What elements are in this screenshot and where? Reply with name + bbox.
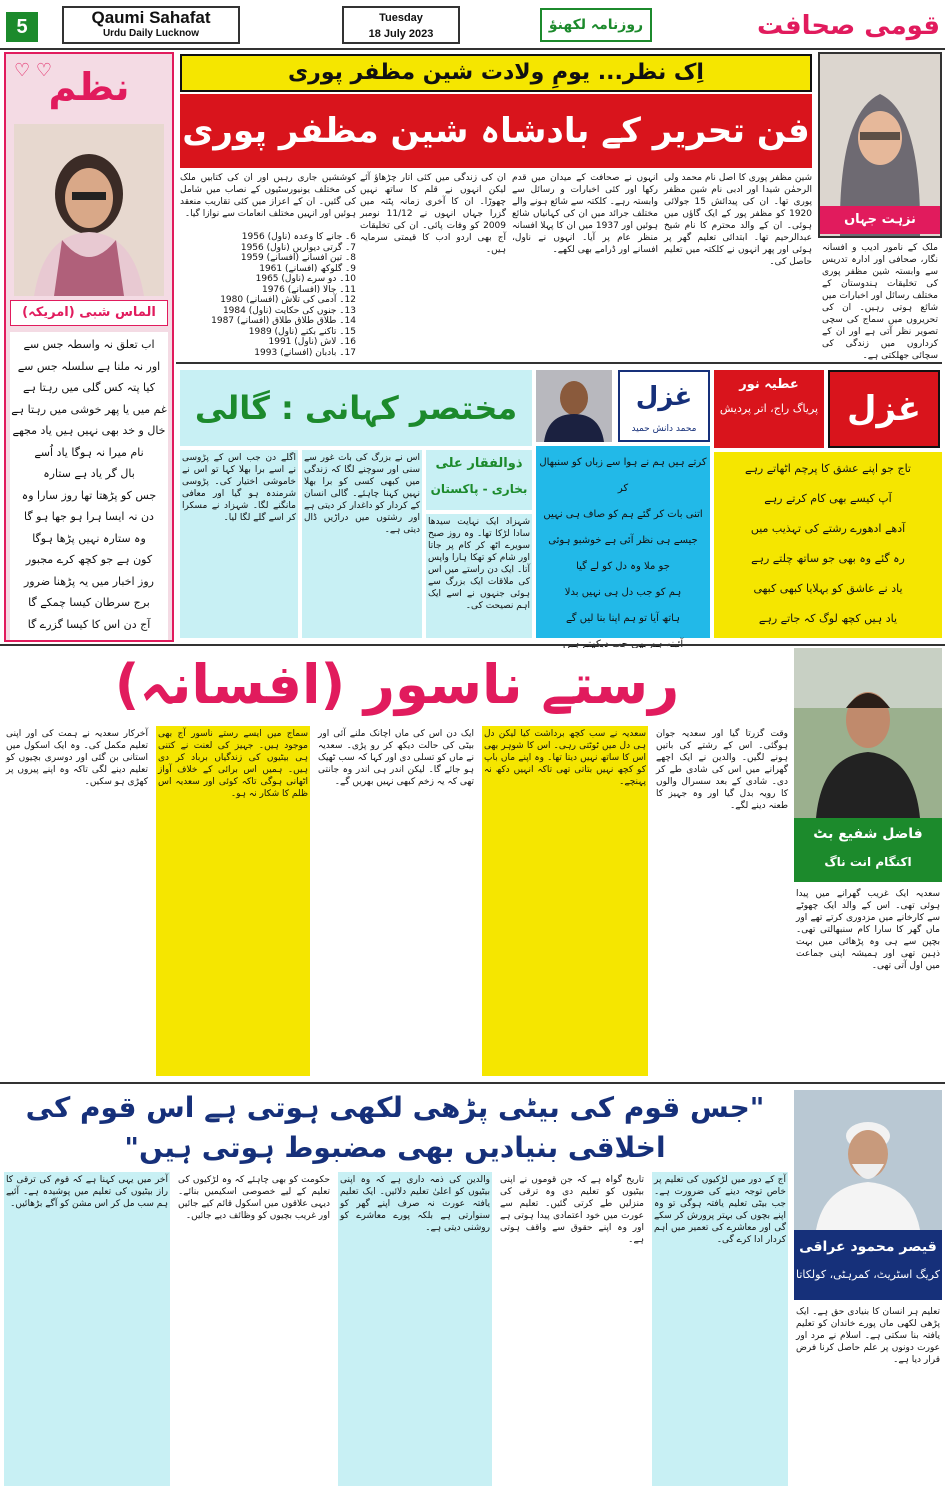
newspaper-title: Qaumi Sahafat: [91, 8, 211, 27]
feature-column: شین مظفر پوری کا اصل نام محمد ولی الرحمٰن شیدا اور ادبی نام شین مظفر پوری تھا۔ ان کی پیدائش 15 جولائی 1920 کو مظفر پور کے ایک گاؤں میں ہوئی۔ ان کے والد محترم کا نام شیخ عبدالرحیم تھا۔ ابتدائی تعلیم گھر پر ہوئی اور پھر انہوں نے کلکتہ میں تعلیم حاصل کی۔: [664, 173, 812, 267]
masthead-logo: [62, 6, 240, 44]
ghazal2-verse: کرتے ہیں ہم نے ہوا سے زباں کو سنبھال کر: [539, 457, 707, 494]
story2-place: اکنگام انت ناگ: [824, 855, 912, 869]
book-item: 8۔ تین افسانے (افسانے) 1959: [240, 253, 356, 263]
article-column: حکومت کو بھی چاہئے کہ وہ لڑکیوں کی تعلیم کے لیے خصوصی اسکیمیں بنائے۔ دیہی علاقوں میں اسکول قائم کیے جائیں اور غریب بچیوں کو وظائف دیے جائیں۔: [178, 1175, 330, 1221]
ghazal-verse: یاد ہیں کچھ لوگ کہ جاتے رہے: [758, 612, 898, 625]
divider: [176, 362, 942, 364]
feature-books-list: [180, 172, 356, 360]
nazm-verse: کون ہے جو کچھ کرے مجبور: [25, 553, 153, 566]
ghazal-verse: تاج جو اپنے عشق کا پرچم اٹھاتے رہے: [745, 462, 911, 475]
story2-author-photo: [794, 648, 942, 818]
story2-column: آخرکار سعدیہ نے ہمت کی اور اپنی تعلیم مکمل کی۔ وہ ایک اسکول میں استانی بن گئی اور دوسری بچیوں کو تعلیم دینے لگی تاکہ وہ اپنے پیروں پر کھڑی ہو سکیں۔: [6, 729, 148, 787]
story2-author: فاضل شفیع بٹ: [813, 826, 923, 842]
article-column: والدین کی ذمہ داری ہے کہ وہ اپنی بیٹیوں کو اعلیٰ تعلیم دلائیں۔ ایک تعلیم یافتہ عورت نہ صرف اپنے گھر کو سنوارتی ہے بلکہ پورے معاشرے کو روشنی دیتی ہے۔: [338, 1172, 492, 1486]
ghazal2-verse: اتنی بات کر گئے ہم کو صاف ہی نہیں: [543, 509, 703, 520]
masthead-rule: [0, 48, 945, 50]
book-item: 17۔ بادبان (افسانے) 1993: [254, 347, 356, 358]
ghazal-verses: [714, 452, 942, 638]
story2-column: وقت گزرتا گیا اور سعدیہ جوان ہوگئی۔ اس کے رشتے کی باتیں ہونے لگیں۔ والدین نے ایک اچھے گھرانے میں اس کی شادی طے کر دی۔ شادی کے بعد سسرال والوں کا رویہ بدل گیا اور وہ جہیز کا طعنہ دینے لگے۔: [656, 729, 788, 811]
brand-urdu: قومی صحافت: [757, 11, 940, 41]
book-item: 14۔ طلاق طلاق طلاق (افسانے) 1987: [211, 316, 356, 326]
book-item: 15۔ تاکنے بکنے (ناول) 1989: [248, 326, 356, 337]
book-item: 7۔ گرتی دیواریں (ناول) 1956: [240, 242, 356, 253]
nazm-verses: [10, 332, 168, 640]
nazm-verse: نام میرا نہ ہوگا یاد اُسے: [34, 445, 144, 459]
article-author: قیصر محمود عراقی: [799, 1239, 937, 1255]
nazm-verse: روز اخبار میں یہ پڑھنا ضرور: [24, 574, 154, 588]
book-item: 12۔ آدمی کی تلاش (افسانے) 1980: [220, 295, 356, 305]
ghazal2-verse: جیسے ہی نظر آئی ہے خوشبو ہوئی: [548, 535, 698, 546]
article-column: تاریخ گواہ ہے کہ جن قوموں نے اپنی بیٹیوں کو تعلیم دی وہ ترقی کی منزلیں طے کرتی گئیں۔ تعلیم سے عورت میں خود اعتمادی پیدا ہوتی ہے اور وہ اپنے حقوق سے واقف ہوتی ہے۔: [500, 1175, 644, 1245]
ghazal-poet: عطیہ نور: [739, 377, 799, 392]
ghazal-verse: رہ گئے وہ بھی جو ساتھ چلتے رہے: [751, 552, 905, 565]
ghazal-verse: آدھے ادھورے رشتے کی تہذیب میں: [750, 522, 906, 535]
ghazal2-photo: [536, 370, 612, 442]
nazm-verse: بال گر یاد ہے ستارہ: [43, 467, 135, 480]
nazm-title: نظم: [48, 65, 130, 109]
article-headline: "جس قوم کی بیٹی پڑھی لکھی ہوتی ہے اس قوم کی اخلاقی بنیادیں بھی مضبوط ہوتی ہیں": [4, 1088, 786, 1168]
nazm-verse: جس کو پڑھتا تھا روز سارا وہ: [21, 488, 157, 502]
nazm-verse: خال و خد بھی نہیں ہیں یاد مجھے: [12, 424, 166, 437]
nazm-verse: وہ ستارہ نہیں پڑھا ہوگا: [32, 531, 146, 545]
story2-title: رستے ناسور (افسانہ): [4, 648, 790, 722]
ghazal-poet-box: [714, 370, 824, 448]
feature-column: ان کی زندگی میں کئی اتار چڑھاؤ آئے لیکن انہوں نے قلم کا ساتھ نہیں چھوڑا۔ ان کا آخری زمانہ پٹنہ میں گزرا جہاں انہوں نے 11/12 نومبر 2009 کو وفات پائی۔ ان کی تخلیقات آج بھی اردو ادب کا قیمتی سرمایہ ہیں۔: [360, 173, 506, 255]
page-number: 5: [6, 12, 38, 42]
book-item: 13۔ جنوں کی حکایت (ناول) 1984: [222, 305, 356, 316]
feature-author: نزہت جہاں: [820, 206, 940, 234]
ghazal-verse: آپ کیسے بھی کام کرتے رہے: [764, 492, 892, 505]
article-column: تعلیم ہر انسان کا بنیادی حق ہے۔ ایک پڑھی لکھی ماں پورے خاندان کو تعلیم یافتہ بنا سکتی ہے۔ اسلام نے مرد اور عورت دونوں پر علم حاصل کرنا فرض قرار دیا ہے۔: [796, 1307, 940, 1365]
article-byline: [794, 1230, 942, 1300]
book-item: 9۔ گلوکھ (افسانے) 1961: [259, 263, 356, 274]
ghazal-place: پریاگ راج، اتر پردیش: [719, 402, 819, 415]
poet-photo: [14, 124, 164, 296]
feature-column: کوششیں جاری رہیں اور ان کی کتابیں ملک کی مختلف یونیورسٹیوں کے نصاب میں شامل کی گئیں۔ ان کے اعزاز میں کئی تقاریب منعقد ہوئیں اور انہیں مختلف انعامات سے نوازا گیا۔: [180, 173, 356, 219]
ghazal-label-box: [828, 370, 940, 448]
nazm-poet-name: الماس شبی (امریکہ): [10, 300, 168, 326]
article-column: آج کے دور میں لڑکیوں کی تعلیم پر خاص توجہ دینے کی ضرورت ہے۔ جب بیٹی تعلیم یافتہ ہوگی تو وہ اپنے بچوں کی بہتر پرورش کر سکے گی اور معاشرے کی تعمیر میں اہم کردار ادا کرے گی۔: [652, 1172, 788, 1486]
daily-tag: روزنامہ لکھنؤ: [540, 8, 652, 42]
nazm-verse: اب تعلق نہ واسطہ جس سے: [23, 338, 155, 351]
story1-place: بخاری - پاکستان: [430, 482, 528, 496]
feature-kicker: اِک نظر... یومِ ولادت شین مظفر پوری: [180, 54, 812, 92]
story2-column: سعدیہ نے سب کچھ برداشت کیا لیکن دل ہی دل میں ٹوٹتی رہی۔ اس کا شوہر بھی اس کا ساتھ نہیں دیتا تھا۔ وہ اپنے ماں باپ کو کچھ نہیں بتاتی تھی تاکہ انہیں دکھ نہ پہنچے۔: [482, 726, 648, 1076]
nazm-verse: غم میں یا پھر خوشی میں رہتا ہے: [11, 402, 167, 416]
ghazal-label: غزل: [847, 389, 921, 429]
heart-icon: ♡ ♡: [14, 60, 52, 81]
nazm-verse: کیا پتہ کس گلی میں رہتا ہے: [23, 381, 155, 394]
feature-headline: فن تحریر کے بادشاہ شین مظفر پوری: [180, 94, 812, 168]
book-item: 10۔ دو سرے (ناول) 1965: [255, 274, 356, 284]
story2-byline: [794, 818, 942, 882]
ghazal2-label-box: [618, 370, 710, 442]
issue-date: 18 July 2023: [368, 28, 434, 40]
ghazal2-label: غزل: [635, 382, 693, 412]
article-column: آخر میں یہی کہنا ہے کہ قوم کی ترقی کا راز بیٹیوں کی تعلیم میں پوشیدہ ہے۔ آئیے ہم سب مل کر اس مشن کو آگے بڑھائیں۔: [4, 1172, 170, 1486]
date-box: [342, 6, 460, 44]
feature-intro: ملک کے نامور ادیب و افسانہ نگار، صحافی اور ادارہ تدریس سے وابستہ شین مظفر پوری کی تخلیقات ہندوستان کے مختلف رسائل اور اخبارات میں شائع ہوتی رہیں۔ ان کی تحریروں میں سماج کی سچی تصویر نظر آتی ہے اور ان کے کرداروں میں زندگی کی سچائی جھلکتی ہے۔: [822, 243, 938, 361]
story2-column: ایک دن اس کی ماں اچانک ملنے آئی اور بیٹی کی حالت دیکھ کر رو پڑی۔ سعدیہ نے ماں کو تسلی دی اور کہا کہ سب ٹھیک ہو جائے گا۔ لیکن اندر ہی اندر وہ جانتی تھی کہ یہ زخم کبھی نہیں بھریں گے۔: [318, 729, 474, 787]
story1-column: اس نے بزرگ کی بات غور سے سنی اور سوچنے لگا کہ زندگی میں کبھی کسی کو برا بھلا نہیں کہنا چاہئے۔ گالی انسان کے کردار کو داغدار کر دیتی ہے اور رشتوں میں دراڑیں ڈال دیتی ہے۔: [302, 450, 422, 638]
nazm-verse: دن نہ ایسا ہرا ہو جھا ہو گا: [24, 510, 154, 523]
book-item: 16۔ لاش (ناول) 1991: [268, 337, 356, 347]
story1-title: مختصر کہانی : گالی: [180, 370, 532, 446]
ghazal2-poet: محمد دانش حمید: [631, 424, 697, 434]
divider: [0, 1082, 945, 1084]
ghazal2-verses: [536, 446, 710, 638]
book-item: 6۔ جانے کا وعدہ (ناول) 1956: [241, 232, 356, 242]
ghazal2-verse: ہاتھ آیا تو ہم اپنا بنا لیں گے: [565, 613, 681, 624]
book-item: 11۔ جالا (افسانے) 1976: [261, 284, 356, 295]
nazm-verse: برج سرطان کیسا چمکے گا: [28, 596, 150, 609]
story2-column: سماج میں ایسے رستے ناسور آج بھی موجود ہیں۔ جہیز کی لعنت نے کتنی ہی بیٹیوں کی زندگیاں برباد کر دی ہیں۔ ہمیں اس برائی کے خلاف آواز اٹھانی ہوگی تاکہ کوئی اور سعدیہ اس ظلم کا شکار نہ ہو۔: [156, 726, 310, 1076]
story1-byline: [426, 450, 532, 510]
story1-column: شہزاد ایک نہایت سیدھا سادا لڑکا تھا۔ وہ روز صبح سویرے اٹھ کر کام پر جاتا اور شام کو تھکا ہارا واپس آتا۔ ایک دن راستے میں اس کی ملاقات ایک بزرگ سے ہوئی جنہوں نے اسے ایک اہم نصیحت کی۔: [426, 514, 532, 638]
story1-author: ذوالفقار علی: [435, 456, 523, 471]
nazm-verse: آج دن اس کا کیسا گزرے گا: [27, 617, 151, 631]
story2-column: سعدیہ ایک غریب گھرانے میں پیدا ہوئی تھی۔ اس کے والد ایک چھوٹے سے کارخانے میں مزدوری کرتے تھے اور ماں گھر کا سارا کام سنبھالتی تھی۔ بچپن سے ہی وہ پڑھائی میں بہت ذہین تھی اور ہمیشہ اپنی جماعت میں اول آتی تھی۔: [796, 889, 940, 971]
ghazal2-verse: ہم کو جب دل ہی نہیں بدلا: [564, 587, 682, 598]
story1-column: اگلے دن جب اس کے پڑوسی نے اسے برا بھلا کہا تو اس نے خاموشی اختیار کی۔ پڑوسی شرمندہ ہو گیا اور معافی مانگنے لگا۔ شہزاد نے مسکرا کر اسے گلے لگا لیا۔: [180, 450, 298, 638]
ghazal-verse: یاد نے عاشق کو بہلایا کبھی کبھی: [753, 582, 903, 595]
divider: [0, 644, 945, 646]
ghazal2-verse: جو ملا وہ دل کو لے گیا: [576, 561, 670, 572]
issue-day: Tuesday: [379, 12, 423, 24]
feature-column: انہوں نے صحافت کے میدان میں قدم رکھا اور کئی اخبارات و رسائل سے وابستہ رہے۔ کلکتہ سے شائع ہونے والے مختلف جرائد میں ان کی کہانیاں شائع ہوئیں اور 1937 میں ان کا پہلا افسانہ منظر عام پر آیا۔ انہوں نے ناول، افسانے اور ڈرامے بھی لکھے۔: [512, 173, 658, 255]
article-place: کریگ اسٹریٹ، کمرہٹی، کولکاتا: [795, 1268, 941, 1281]
newspaper-subtitle: Urdu Daily Lucknow: [102, 28, 200, 39]
article-author-photo: [794, 1090, 942, 1230]
nazm-verse: اور نہ ملنا ہے سلسلہ جس سے: [17, 359, 161, 373]
